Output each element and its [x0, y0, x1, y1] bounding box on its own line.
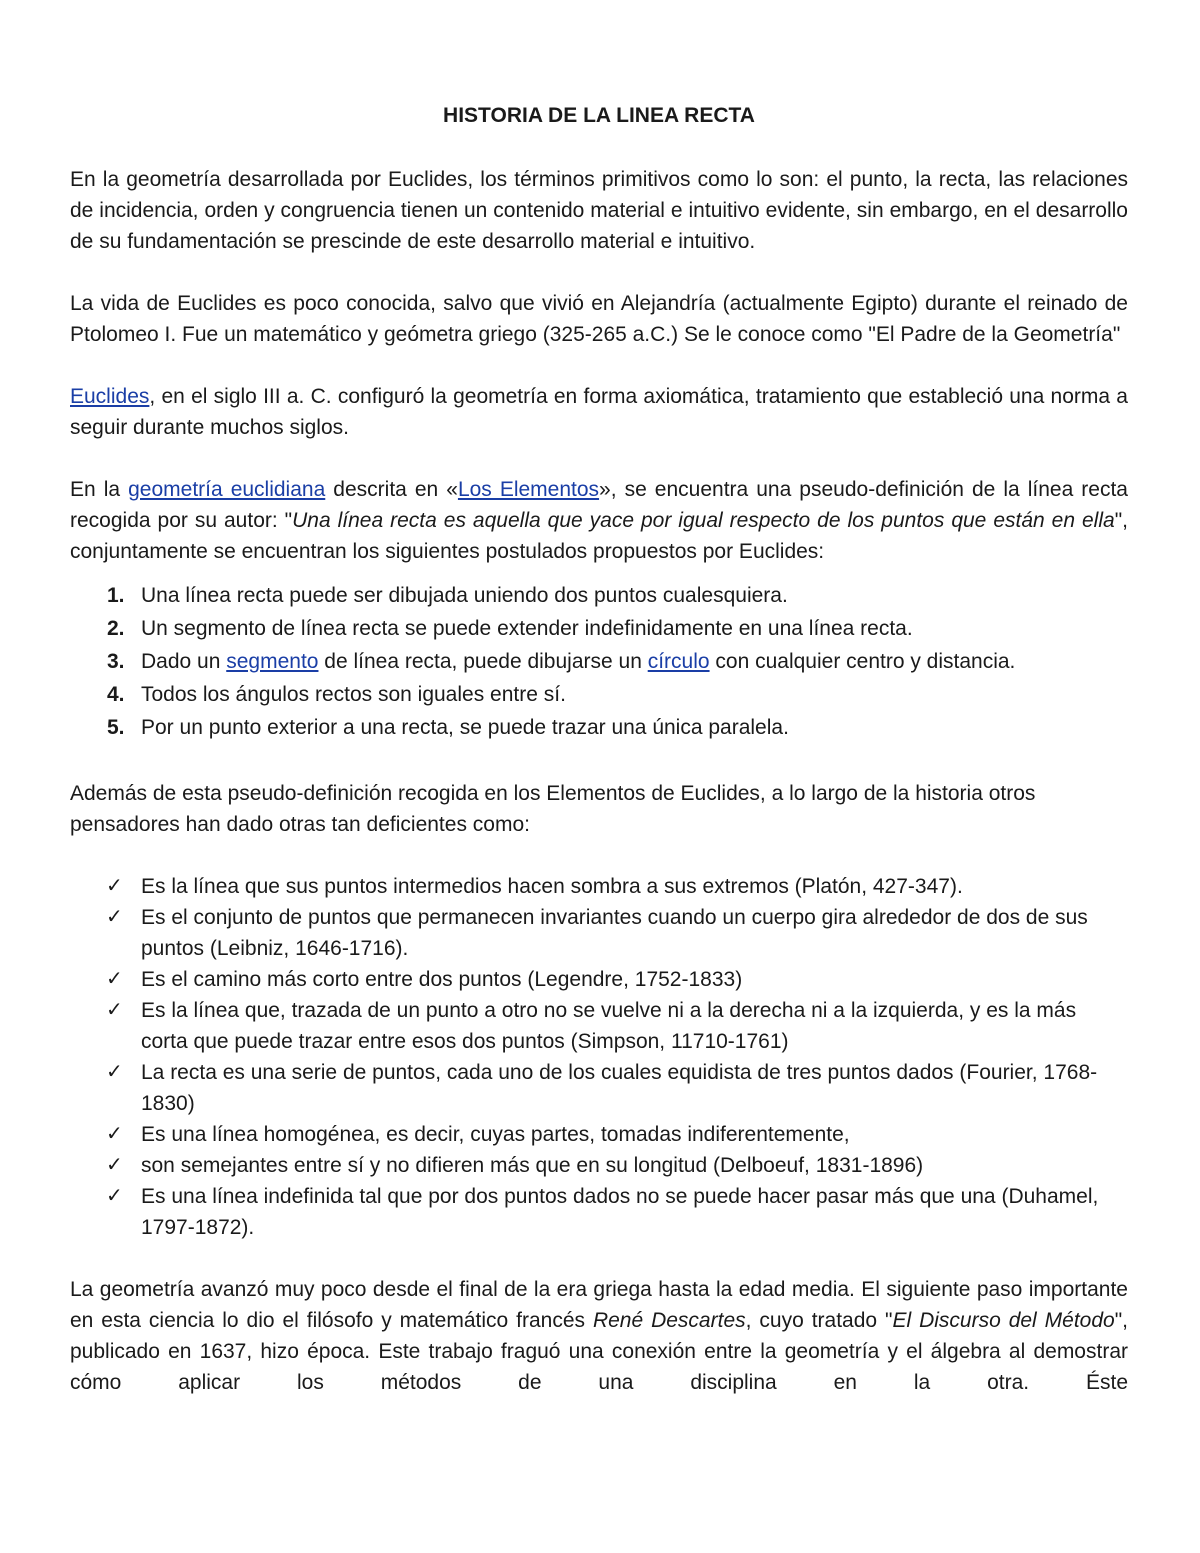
- list-item: ✓ Es el camino más corto entre dos puntos (Legendre, 1752-1833): [70, 964, 1128, 995]
- paragraph-elementos: En la geometría euclidiana descrita en «Los Elementos», se encuentra una pseudo-definición de la línea recta recogida por su autor: "Una línea recta es aquella que yace por igual respecto de los puntos que están en ella", conjuntamente se encuentran los siguientes postulados propuestos por Euclides:: [70, 478, 1128, 563]
- postulados-list: [70, 579, 1128, 744]
- list-item: ✓ Es una línea indefinida tal que por dos puntos dados no se puede hacer pasar más que una (Duhamel, 1797-1872).: [70, 1181, 1128, 1243]
- definiciones-list: [70, 871, 1128, 1243]
- book-title: El Discurso del Método: [892, 1309, 1115, 1332]
- paragraph-euclides-geometria: En la geometría desarrollada por Euclides, los términos primitivos como lo son: el punto, la recta, las relaciones de incidencia, orden y congruencia tienen un contenido material e intuitivo evidente, sin embargo, en el desarrollo de su fundamentación se prescinde de este desarrollo material e intuitivo.: [70, 168, 1128, 253]
- check-icon: ✓: [106, 1123, 123, 1145]
- paragraph-axiomatica: Euclides, en el siglo III a. C. configuró la geometría en forma axiomática, tratamiento que estableció una norma a seguir durante muchos siglos.: [70, 385, 1128, 439]
- link-circulo[interactable]: círculo: [647, 650, 710, 673]
- link-segmento[interactable]: segmento: [226, 650, 319, 673]
- list-item: ✓ Es la línea que, trazada de un punto a otro no se vuelve ni a la derecha ni a la izquierda, y es la más corta que puede trazar entre esos dos puntos (Simpson, 11710-1761): [70, 995, 1128, 1057]
- paragraph-otros-pensadores: Además de esta pseudo-definición recogida en los Elementos de Euclides, a lo largo de la historia otros pensadores han dado otras tan deficientes como:: [70, 782, 1036, 836]
- list-item: 3. Dado un segmento de línea recta, puede dibujarse un círculo con cualquier centro y distancia.: [107, 650, 1016, 673]
- list-item: ✓ Es la línea que sus puntos intermedios hacen sombra a sus extremos (Platón, 427-347).: [70, 871, 1128, 902]
- check-icon: ✓: [106, 999, 123, 1021]
- link-geometria-euclidiana[interactable]: geometría euclidiana: [128, 478, 326, 501]
- check-icon: ✓: [106, 1061, 123, 1083]
- check-icon: ✓: [106, 1185, 123, 1207]
- check-icon: ✓: [106, 906, 123, 928]
- paragraph-vida-euclides: La vida de Euclides es poco conocida, salvo que vivió en Alejandría (actualmente Egipto) durante el reinado de Ptolomeo I. Fue un matemático y geómetra griego (325-265 a.C.) Se le conoce como "El Padre de la Geometría": [70, 292, 1128, 346]
- name-descartes: René Descartes: [592, 1309, 746, 1332]
- list-item: 4. Todos los ángulos rectos son iguales entre sí.: [107, 683, 566, 706]
- check-icon: ✓: [106, 1154, 123, 1176]
- document-title: HISTORIA DE LA LINEA RECTA: [443, 104, 755, 127]
- list-item: ✓ Es una línea homogénea, es decir, cuyas partes, tomadas indiferentemente,: [70, 1119, 1128, 1150]
- list-item: ✓ son semejantes entre sí y no difieren más que en su longitud (Delboeuf, 1831-1896): [70, 1150, 1128, 1181]
- list-item: 1. Una línea recta puede ser dibujada uniendo dos puntos cualesquiera.: [107, 584, 788, 607]
- document-page: [70, 102, 1128, 1398]
- link-euclides[interactable]: Euclides: [70, 385, 150, 408]
- paragraph-descartes: La geometría avanzó muy poco desde el final de la era griega hasta la edad media. El siguiente paso importante en esta ciencia lo dio el filósofo y matemático francés René Descartes, cuyo tratado "El Discurso del Método", publicado en 1637, hizo época. Este trabajo fraguó una conexión entre la geometría y el álgebra al demostrar cómo aplicar los métodos de una disciplina en la otra. Éste: [70, 1278, 1128, 1394]
- list-item: 5. Por un punto exterior a una recta, se puede trazar una única paralela.: [107, 716, 789, 739]
- check-icon: ✓: [106, 875, 123, 897]
- quote-definicion: Una línea recta es aquella que yace por igual respecto de los puntos que están en ella: [292, 509, 1115, 532]
- link-los-elementos[interactable]: Los Elementos: [457, 478, 600, 501]
- list-item: 2. Un segmento de línea recta se puede extender indefinidamente en una línea recta.: [107, 617, 913, 640]
- list-item: ✓ Es el conjunto de puntos que permanecen invariantes cuando un cuerpo gira alrededor de dos de sus puntos (Leibniz, 1646-1716).: [70, 902, 1128, 964]
- check-icon: ✓: [106, 968, 123, 990]
- list-item: ✓ La recta es una serie de puntos, cada uno de los cuales equidista de tres puntos dados (Fourier, 1768-1830): [70, 1057, 1128, 1119]
